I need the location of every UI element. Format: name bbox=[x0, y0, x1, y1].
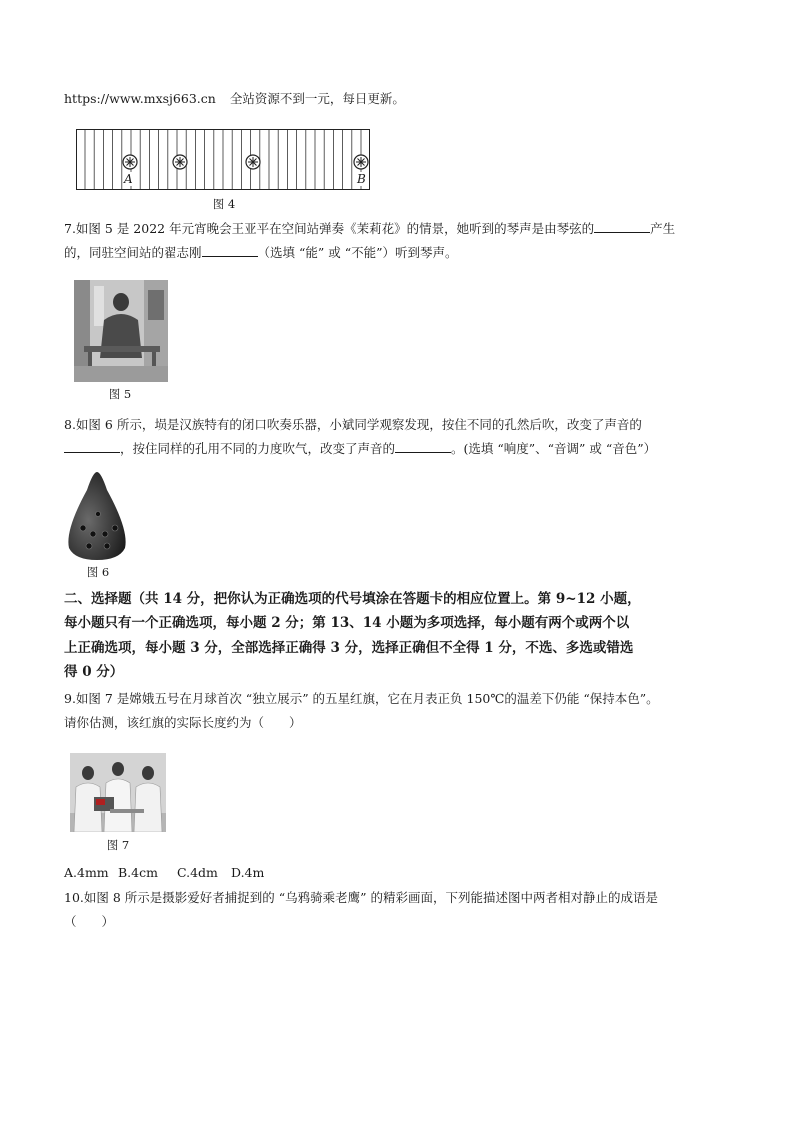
figure-4 bbox=[76, 129, 370, 190]
q7-text-c: 的，同驻空间站的翟志刚 bbox=[64, 245, 202, 260]
figure-6-caption: 图 6 bbox=[86, 565, 110, 579]
q7-blank-1[interactable] bbox=[594, 218, 650, 233]
figure-6-photo bbox=[63, 470, 131, 562]
figure-4-caption: 图 4 bbox=[212, 197, 236, 211]
q9-option-a[interactable]: A.4mm bbox=[64, 865, 109, 880]
q10-line1: 10.如图 8 所示是摄影爱好者捕捉到的 “乌鸦骑乘老鹰” 的精彩画面，下列能描述图中两者相对静止的成语是 bbox=[64, 890, 659, 905]
header-line bbox=[64, 87, 405, 111]
label-a: A bbox=[124, 172, 133, 186]
q7-text-b: 产生 bbox=[650, 221, 676, 236]
q7-blank-2[interactable] bbox=[202, 242, 258, 257]
q7-text-d: （选填 “能” 或 “不能”）听到琴声。 bbox=[257, 245, 458, 260]
header-url: https://www.mxsj663.cn bbox=[64, 91, 216, 106]
q9-option-b[interactable]: B.4cm bbox=[118, 865, 158, 880]
header-note: 全站资源不到一元，每日更新。 bbox=[229, 91, 405, 106]
q8-text-a: ，按住同样的孔用不同的力度吹气，改变了声音的 bbox=[120, 441, 396, 456]
q9-line1: 9.如图 7 是嫦娥五号在月球首次 “独立展示” 的五星红旗，它在月表正负 150℃的温差下仍能 “保持本色”。 bbox=[64, 691, 659, 706]
q7-line1 bbox=[64, 217, 675, 241]
q7-text-a: 7.如图 5 是 2022 年元宵晚会王亚平在空间站弹奏《茉莉花》的情景，她听到的琴声是由琴弦的 bbox=[64, 221, 595, 236]
figure-5-photo bbox=[74, 280, 168, 382]
figure-5-caption: 图 5 bbox=[108, 387, 132, 401]
section2-line1: 二、选择题（共 14 分，把你认为正确选项的代号填涂在答题卡的相应位置上。第 9~12 小题， bbox=[64, 591, 641, 607]
section2-line4: 得 0 分） bbox=[64, 664, 124, 680]
section2-line2: 每小题只有一个正确选项，每小题 2 分；第 13、14 小题为多项选择，每小题有两个或两个以 bbox=[64, 615, 630, 631]
q9-line2: 请你估测，该红旗的实际长度约为（ ） bbox=[64, 715, 302, 730]
q8-line2 bbox=[64, 437, 656, 461]
q8-blank-2[interactable] bbox=[395, 438, 451, 453]
q8-blank-1[interactable] bbox=[64, 438, 120, 453]
q9-option-d[interactable]: D.4m bbox=[231, 865, 265, 880]
q7-line2 bbox=[64, 241, 458, 265]
q9-option-c[interactable]: C.4dm bbox=[177, 865, 218, 880]
label-b: B bbox=[357, 172, 366, 186]
q8-line1: 8.如图 6 所示，埙是汉族特有的闭口吹奏乐器，小斌同学观察发现，按住不同的孔然后吹，改变了声音的 bbox=[64, 417, 642, 432]
figure-4-diagram bbox=[76, 129, 370, 190]
q10-line2: （ ） bbox=[64, 914, 115, 929]
figure-7-caption: 图 7 bbox=[106, 838, 130, 852]
figure-7-photo bbox=[70, 753, 166, 832]
section2-line3: 上正确选项，每小题 3 分，全部选择正确得 3 分，选择正确但不全得 1 分，不选、多选或错选 bbox=[64, 640, 634, 656]
q8-text-b: 。(选填 “响度”、“音调” 或 “音色”） bbox=[451, 441, 657, 456]
